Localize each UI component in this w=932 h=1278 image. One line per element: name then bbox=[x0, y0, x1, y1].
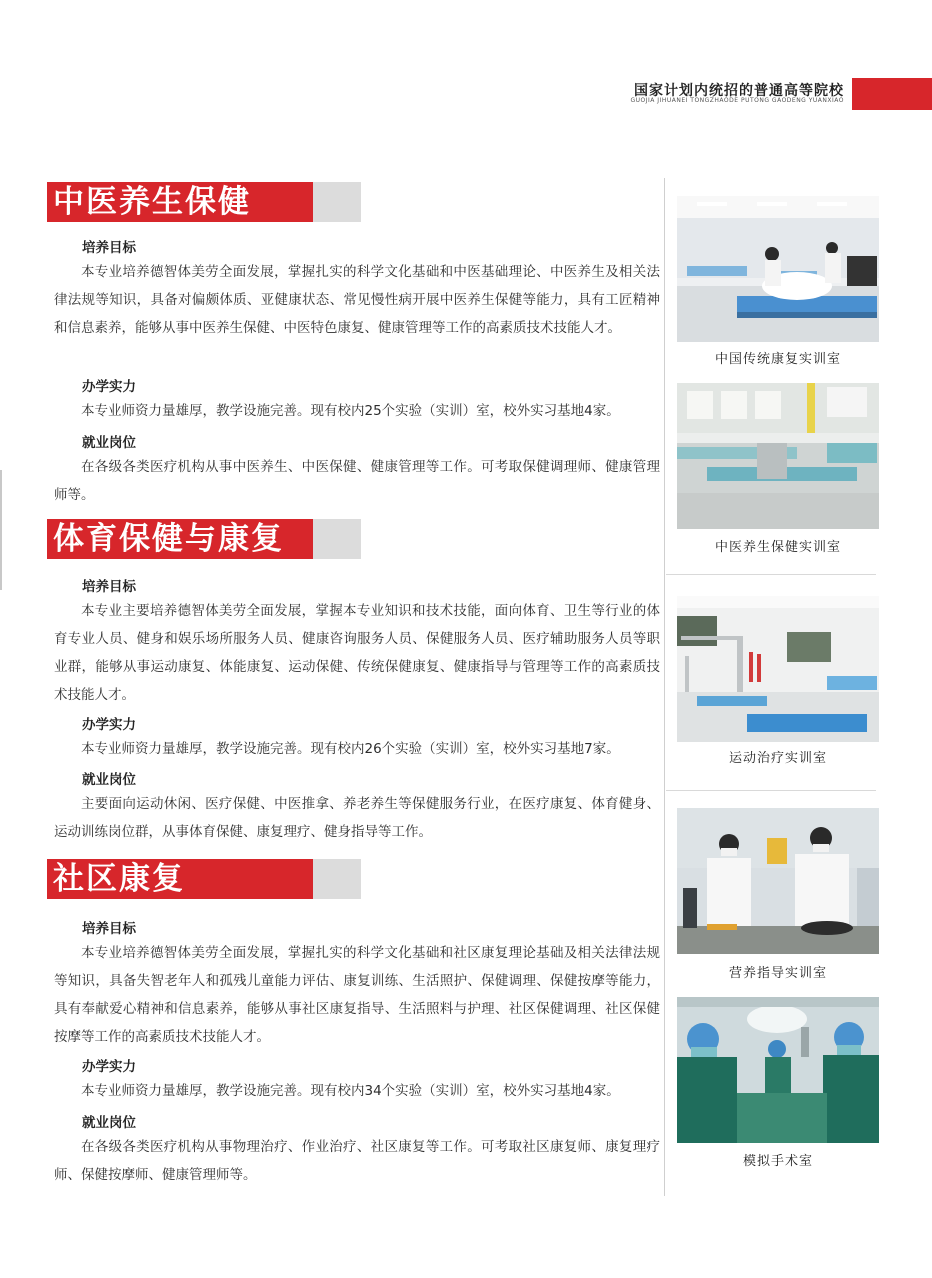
strength-text: 本专业师资力量雄厚，教学设施完善。现有校内26个实验（实训）室，校外实习基地7家。 bbox=[81, 741, 620, 757]
nutrition-lab-photo bbox=[677, 808, 879, 954]
exercise-therapy-photo bbox=[677, 596, 879, 742]
goal-heading: 培养目标 bbox=[82, 579, 136, 595]
photo-caption: 运动治疗实训室 bbox=[728, 751, 827, 766]
rehab-lab-photo bbox=[677, 196, 879, 342]
sidebar-divider bbox=[664, 178, 665, 1196]
jobs-heading: 就业岗位 bbox=[82, 772, 136, 788]
goal-heading: 培养目标 bbox=[82, 240, 136, 256]
section-title: 体育保健与康复 bbox=[53, 521, 284, 557]
goal-heading: 培养目标 bbox=[82, 921, 136, 937]
tcm-lab-photo bbox=[677, 383, 879, 529]
header-accent-bar bbox=[852, 78, 932, 110]
strength-text: 本专业师资力量雄厚，教学设施完善。现有校内25个实验（实训）室，校外实习基地4家。 bbox=[81, 403, 620, 419]
section-title: 社区康复 bbox=[53, 861, 185, 897]
photo-caption: 中国传统康复实训室 bbox=[714, 352, 841, 367]
jobs-text: 在各级各类医疗机构从事物理治疗、作业治疗、社区康复等工作。可考取社区康复师、康复理疗师、保健按摩师、健康管理师等。 bbox=[54, 1139, 660, 1183]
strength-heading: 办学实力 bbox=[82, 1059, 136, 1075]
jobs-heading: 就业岗位 bbox=[82, 435, 136, 451]
jobs-text: 主要面向运动休闲、医疗保健、中医推拿、养老养生等保健服务行业，在医疗康复、体育健身、运动训练岗位群，从事体育保健、康复理疗、健身指导等工作。 bbox=[54, 796, 660, 840]
page-edge-mark bbox=[0, 470, 2, 590]
sidebar-separator bbox=[666, 790, 876, 791]
section-banner bbox=[47, 182, 361, 222]
strength-text: 本专业师资力量雄厚，教学设施完善。现有校内34个实验（实训）室，校外实习基地4家。 bbox=[81, 1083, 620, 1099]
goal-text: 本专业培养德智体美劳全面发展，掌握扎实的科学文化基础和社区康复理论基础及相关法律法规等知识，具备失智老年人和孤残儿童能力评估、康复训练、生活照护、保健调理、保健按摩等能力，具有奉献爱心精神和信息素养，能够从事社区康复指导、生活照料与护理、社区保健调理、社区保健按摩等工作的高素质技术技能人才。 bbox=[54, 945, 660, 1045]
jobs-heading: 就业岗位 bbox=[82, 1115, 136, 1131]
section-title: 中医养生保健 bbox=[53, 184, 251, 220]
page-header bbox=[0, 78, 932, 110]
sidebar-separator bbox=[666, 574, 876, 575]
section-banner bbox=[47, 859, 361, 899]
strength-heading: 办学实力 bbox=[82, 717, 136, 733]
photo-caption: 营养指导实训室 bbox=[728, 966, 827, 981]
photo-caption: 模拟手术室 bbox=[742, 1154, 813, 1169]
strength-heading: 办学实力 bbox=[82, 379, 136, 395]
goal-text: 本专业主要培养德智体美劳全面发展，掌握本专业知识和技术技能，面向体育、卫生等行业的体育专业人员、健身和娱乐场所服务人员、健康咨询服务人员、保健服务人员、医疗辅助服务人员等职业群，能够从事运动康复、体能康复、运动保健、传统保健康复、健康指导与管理等工作的高素质技术技能人才。 bbox=[54, 603, 660, 703]
goal-text: 本专业培养德智体美劳全面发展，掌握扎实的科学文化基础和中医基础理论、中医养生及相关法律法规等知识，具备对偏颇体质、亚健康状态、常见慢性病开展中医养生保健等能力，具有工匠精神和信息素养，能够从事中医养生保健、中医特色康复、健康管理等工作的高素质技术技能人才。 bbox=[54, 264, 660, 336]
surgery-room-photo bbox=[677, 997, 879, 1143]
photo-caption: 中医养生保健实训室 bbox=[714, 540, 841, 555]
header-title: 国家计划内统招的普通高等院校 bbox=[634, 83, 844, 99]
section-banner bbox=[47, 519, 361, 559]
jobs-text: 在各级各类医疗机构从事中医养生、中医保健、健康管理等工作。可考取保健调理师、健康管理师等。 bbox=[54, 459, 660, 503]
header-pinyin: GUOJIA JIHUANEI TONGZHAODE PUTONG GAODENG YUANXIAO bbox=[630, 97, 844, 104]
